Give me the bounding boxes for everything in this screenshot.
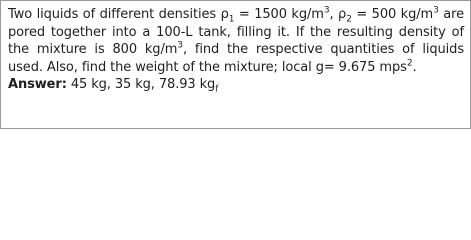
rho2-subscript: 2	[346, 14, 352, 25]
problem-statement	[8, 6, 464, 76]
exponent-3: 3	[177, 40, 183, 51]
problem-text-7: .	[412, 59, 417, 75]
exponent-2: 3	[433, 5, 439, 16]
problem-text-5: are pored together into a 100-L tank, filling it. If the resulting density of the mixture is 800 kg/m	[8, 7, 464, 57]
problem-text-2: = 1500 kg/m	[234, 7, 324, 22]
rho1-symbol: ρ	[220, 7, 229, 22]
problem-text-6: , find the respective quantities of liquids used. Also, find the weight of the mixture; local g= 9.675 mps	[8, 42, 464, 75]
answer-unit-subscript: f	[215, 84, 219, 95]
answer-line	[8, 76, 464, 94]
problem-text-4: = 500 kg/m	[351, 7, 434, 22]
rho1-subscript: 1	[228, 14, 235, 25]
answer-label: Answer:	[8, 77, 67, 92]
exponent-1: 3	[323, 5, 330, 16]
exponent-4: 2	[406, 58, 413, 69]
rho2-symbol: ρ	[338, 7, 347, 22]
problem-text-1: Two liquids of different densities	[8, 7, 221, 22]
problem-text-3: ,	[329, 7, 339, 22]
answer-values: 45 kg, 35 kg, 78.93 kg	[66, 77, 216, 92]
